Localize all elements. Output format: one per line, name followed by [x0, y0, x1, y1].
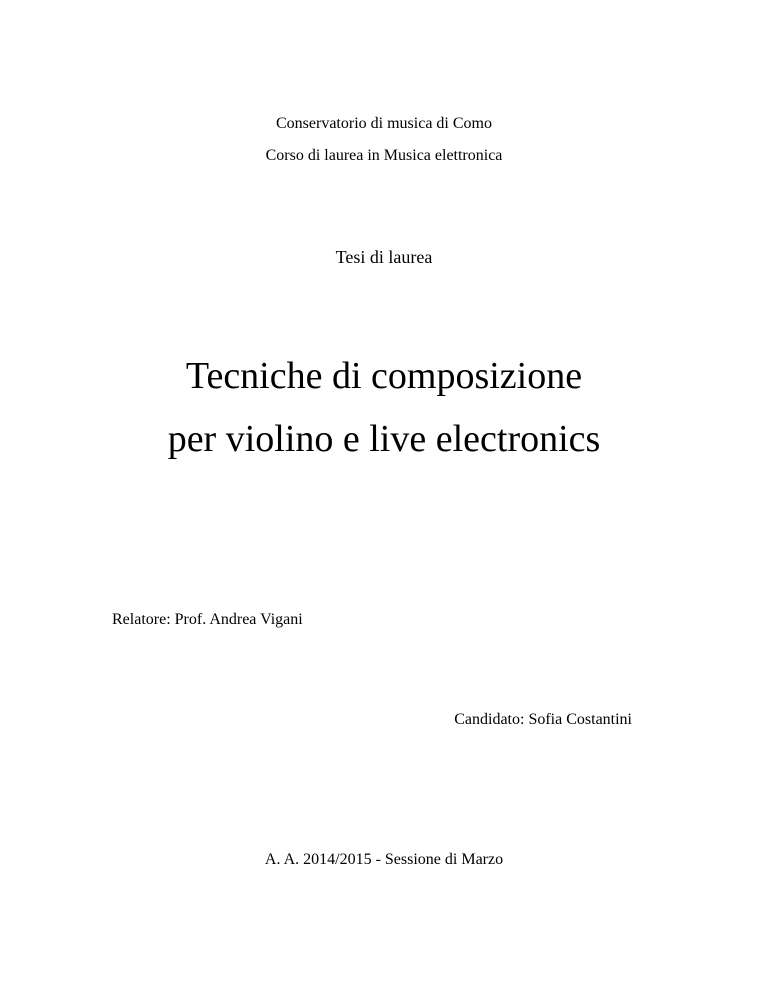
candidate-line: Candidato: Sofia Costantini — [454, 711, 632, 728]
thesis-title-line-2: per violino e live electronics — [167, 418, 601, 460]
course-name: Corso di laurea in Musica elettronica — [265, 147, 503, 164]
thesis-title-line-1: Tecniche di composizione — [185, 355, 583, 397]
thesis-label: Tesi di laurea — [335, 247, 433, 267]
academic-year-session: A. A. 2014/2015 - Sessione di Marzo — [264, 851, 504, 868]
supervisor-line: Relatore: Prof. Andrea Vigani — [112, 611, 303, 628]
institution-name: Conservatorio di musica di Como — [276, 115, 492, 132]
